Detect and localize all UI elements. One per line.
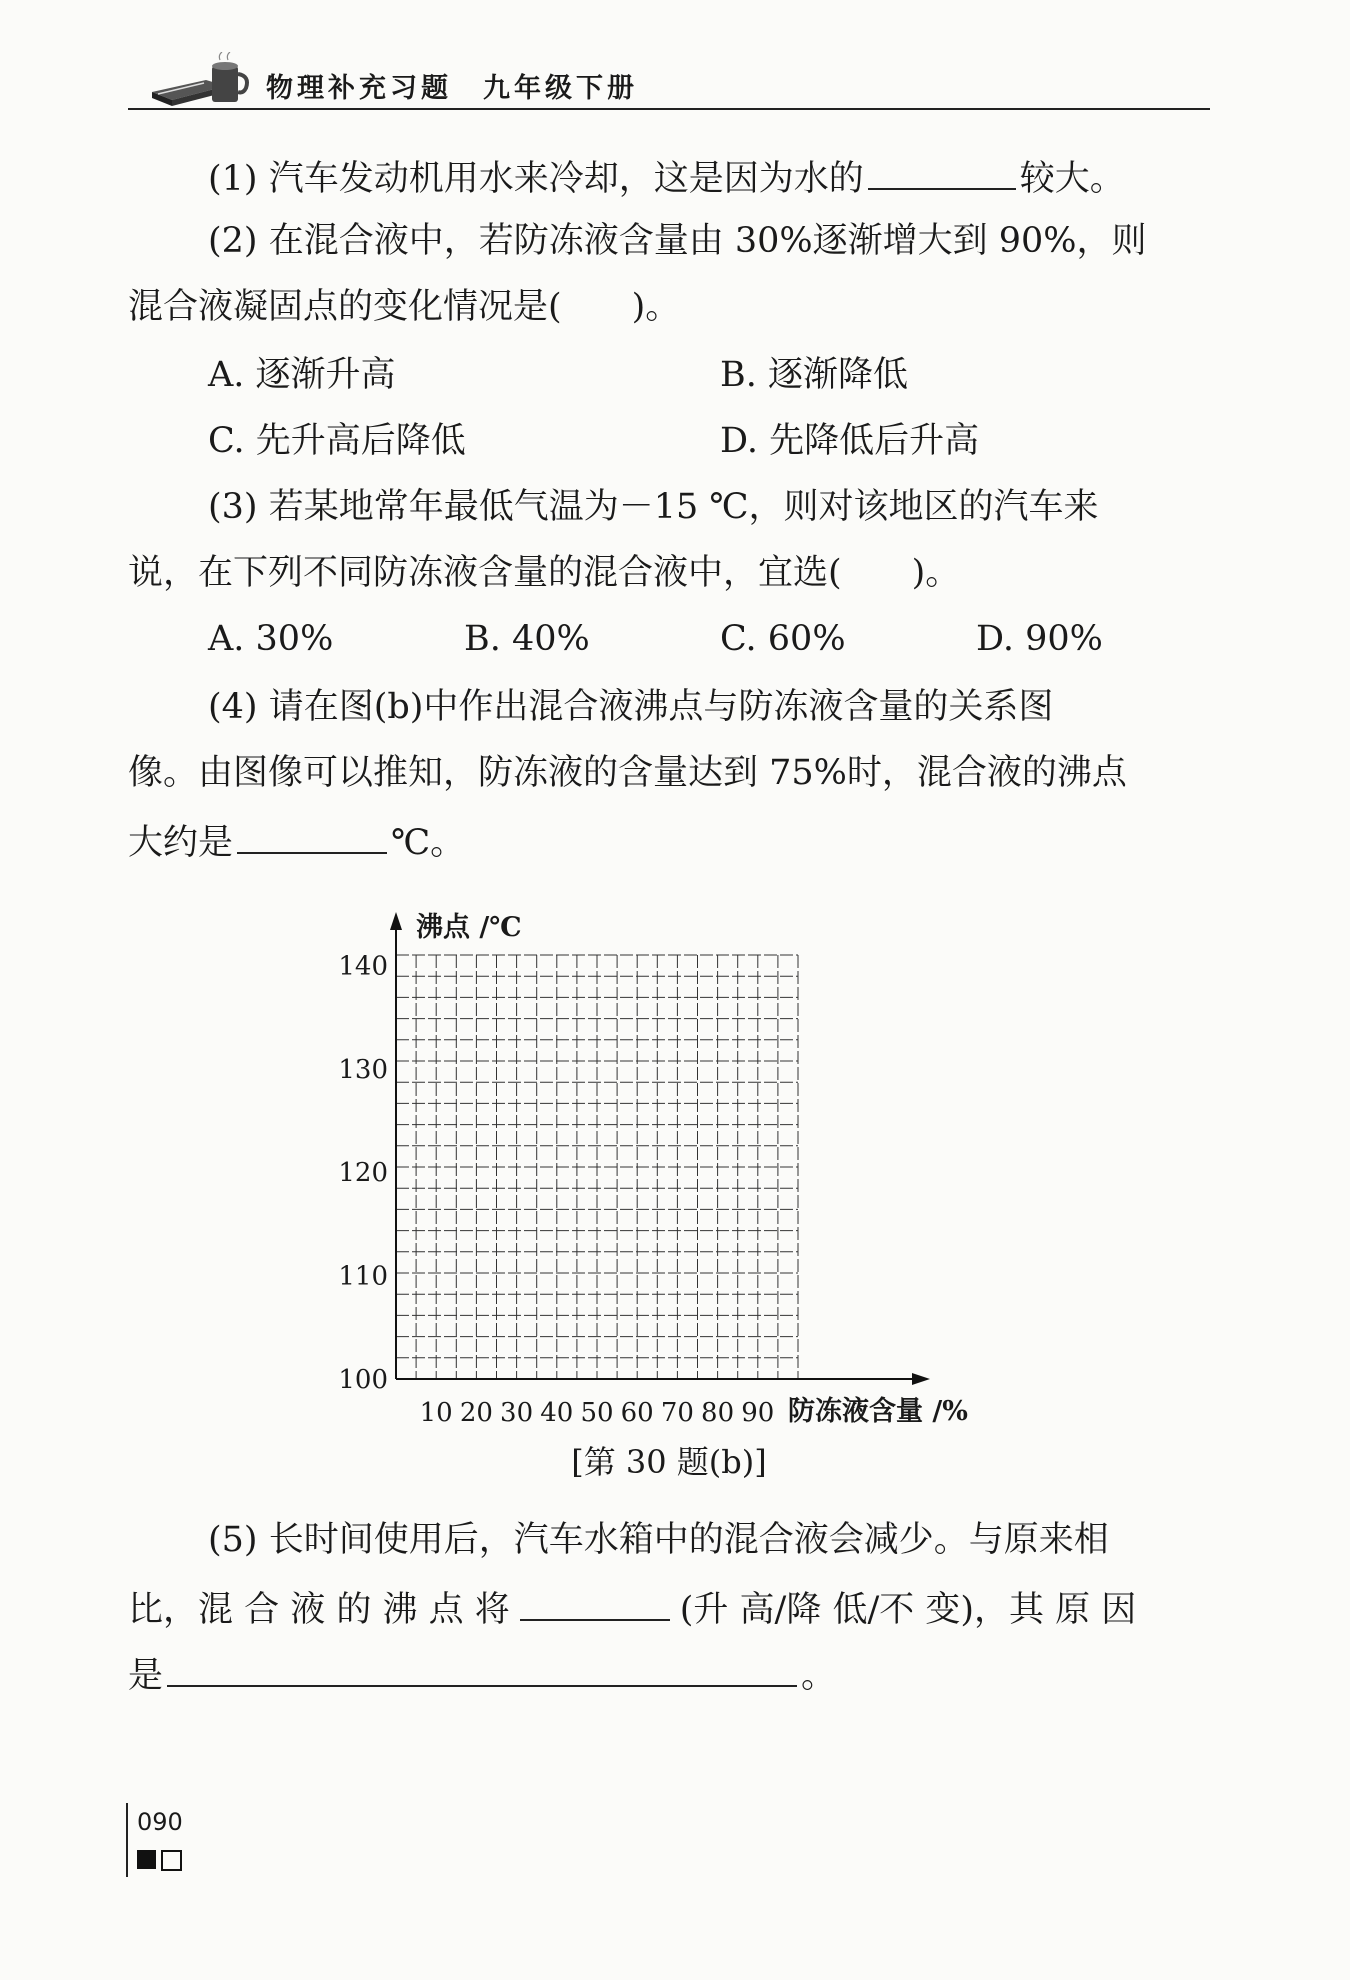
figure-caption: [第 30 题(b)] — [571, 1443, 767, 1481]
q3-option-a[interactable]: A. 30% — [208, 619, 334, 659]
question-4-line2: 像。由图像可以推知，防冻液的含量达到 75%时，混合液的沸点 — [128, 753, 1127, 793]
x-axis-label: 防冻液含量 /% — [788, 1396, 968, 1427]
x-tick-label: 20 — [459, 1398, 493, 1428]
page-number: 090 — [137, 1808, 183, 1836]
question-5-line1: (5) 长时间使用后，汽车水箱中的混合液会减少。与原来相 — [208, 1520, 1109, 1560]
x-tick-label: 70 — [660, 1398, 694, 1428]
q2-option-a[interactable]: A. 逐渐升高 — [208, 355, 396, 395]
filled-square-icon — [137, 1850, 156, 1869]
y-tick-label: 140 — [338, 951, 388, 982]
q2-option-d[interactable]: D. 先降低后升高 — [720, 421, 980, 461]
coffee-cup-and-book-icon — [148, 52, 260, 114]
y-axis-label: 沸点 /℃ — [416, 912, 522, 943]
q2-option-b[interactable]: B. 逐渐降低 — [720, 355, 908, 395]
question-2-line1: (2) 在混合液中，若防冻液含量由 30%逐渐增大到 90%，则 — [208, 221, 1147, 261]
y-axis-arrow — [390, 912, 402, 930]
question-5-line2: 比，混 合 液 的 沸 点 将 (升 高/降 低/不 变)，其 原 因 — [128, 1581, 1210, 1635]
book-title: 物理补充习题 九年级下册 — [266, 73, 638, 104]
answer-blank[interactable] — [868, 150, 1016, 190]
x-tick-label: 90 — [741, 1398, 775, 1428]
chart-axes — [390, 912, 930, 1385]
x-tick-label: 30 — [500, 1398, 534, 1428]
x-tick-label: 60 — [620, 1398, 654, 1428]
y-tick-label: 120 — [338, 1158, 388, 1189]
question-4-line3: 大约是 ℃。 — [128, 814, 1210, 868]
question-3-line1: (3) 若某地常年最低气温为－15 ℃，则对该地区的汽车来 — [208, 487, 1099, 527]
x-tick-label: 50 — [580, 1398, 614, 1428]
x-tick-label: 10 — [419, 1398, 453, 1428]
x-tick-label: 40 — [540, 1398, 574, 1428]
y-tick-label: 130 — [338, 1054, 388, 1085]
q3-option-c[interactable]: C. 60% — [720, 619, 846, 659]
question-5-line3: 是 。 — [128, 1647, 1210, 1701]
answer-blank-long[interactable] — [167, 1647, 797, 1687]
x-tick-label: 80 — [701, 1398, 735, 1428]
q2-option-c[interactable]: C. 先升高后降低 — [208, 421, 466, 461]
q3-option-b[interactable]: B. 40% — [464, 619, 590, 659]
q3-option-d[interactable]: D. 90% — [976, 619, 1103, 659]
y-tick-label: 100 — [338, 1365, 388, 1395]
question-2-line2: 混合液凝固点的变化情况是( )。 — [128, 287, 681, 327]
footer-rule — [126, 1803, 128, 1877]
boiling-point-grid-chart[interactable] — [300, 900, 1020, 1430]
answer-blank[interactable] — [520, 1581, 670, 1621]
question-3-line2: 说，在下列不同防冻液含量的混合液中，宜选( )。 — [128, 553, 961, 593]
page-header — [128, 40, 1210, 110]
y-tick-label: 110 — [338, 1261, 388, 1292]
answer-blank[interactable] — [237, 814, 387, 854]
question-1: (1) 汽车发动机用水来冷却，这是因为水的 较大。 — [128, 150, 1210, 204]
empty-square-icon — [161, 1850, 182, 1871]
header-rule — [128, 108, 1210, 110]
question-4-line1: (4) 请在图(b)中作出混合液沸点与防冻液含量的关系图 — [208, 687, 1054, 727]
chart-grid — [396, 955, 798, 1379]
x-axis-arrow — [912, 1373, 930, 1385]
